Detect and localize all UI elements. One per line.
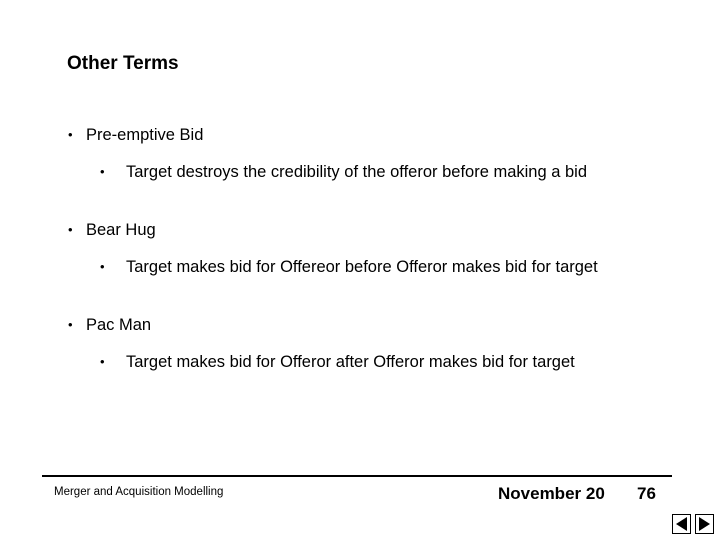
bullet-icon: • — [68, 317, 73, 332]
bullet-icon: • — [68, 222, 73, 237]
next-slide-button[interactable] — [695, 514, 714, 534]
term-label: Bear Hug — [86, 221, 156, 239]
triangle-left-icon — [673, 515, 690, 533]
bullet-icon: • — [68, 127, 73, 142]
description-text: Target destroys the credibility of the offeror before making a bid — [126, 163, 588, 181]
footer-course-title: Merger and Acquisition Modelling — [54, 486, 224, 498]
slide-title: Other Terms — [67, 53, 179, 74]
term-label: Pre-emptive Bid — [86, 126, 204, 144]
bullet-icon: • — [100, 259, 105, 274]
description-text: Target makes bid for Offereor before Offeror makes bid for target — [126, 258, 598, 276]
previous-slide-button[interactable] — [672, 514, 691, 534]
page-number: 76 — [637, 484, 656, 503]
triangle-right-icon — [696, 515, 713, 533]
description-text: Target makes bid for Offeror after Offeror makes bid for target — [126, 353, 575, 371]
term-label: Pac Man — [86, 316, 152, 334]
bullet-icon: • — [100, 354, 105, 369]
bullet-icon: • — [100, 164, 105, 179]
footer-date: November 20 — [498, 484, 605, 503]
footer-divider — [42, 475, 672, 477]
